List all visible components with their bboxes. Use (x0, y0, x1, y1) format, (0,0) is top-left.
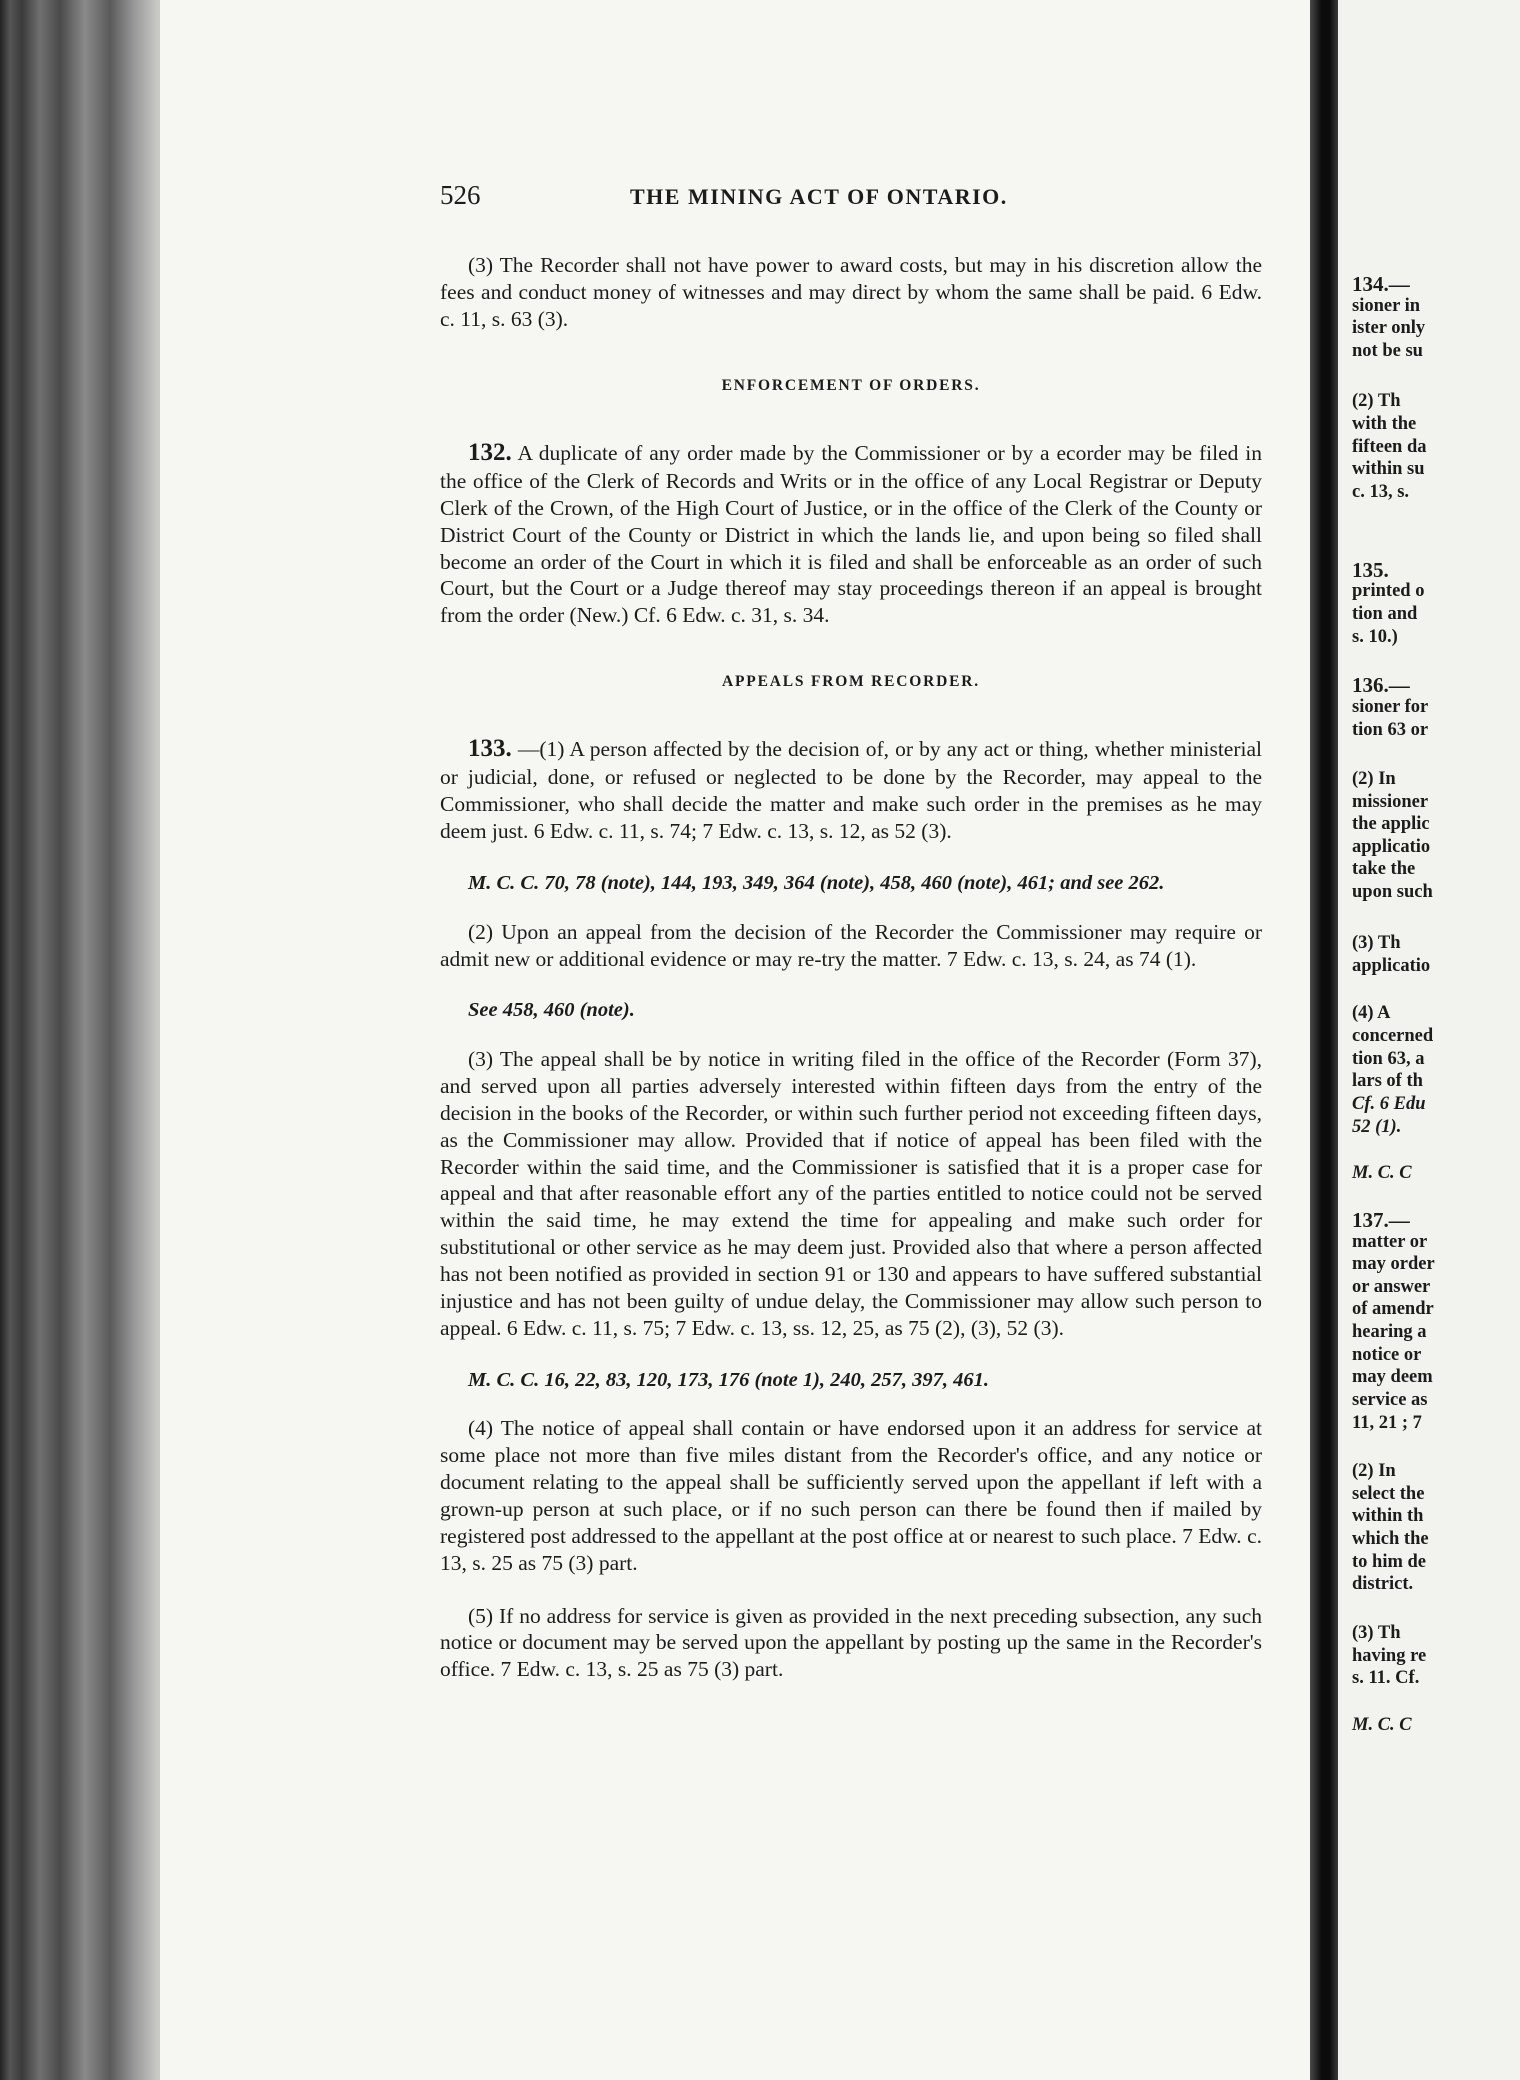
subsection-paragraph: (2) Upon an appeal from the decision of the Recorder the Commissioner may require or admit new or additional evidence or may re-try the matter. 7 Edw. c. 13, s. 24, as 74 (1). (440, 919, 1262, 971)
right-page-fragment: Cf. 6 Edu (1352, 1094, 1426, 1114)
right-page (1338, 0, 1520, 2080)
subsection-paragraph: (3) The Recorder shall not have power to award costs, but may in his discretion allow the fees and conduct money of witnesses and may direct by whom the same shall be paid. 6 Edw. c. 11, s. 63 (3). (440, 253, 1262, 331)
right-page-fragment: missioner (1352, 792, 1429, 812)
right-page-fragment: tion and (1352, 604, 1418, 624)
right-page-fragment: (3) Th (1352, 933, 1401, 953)
section-number: 132. (468, 438, 512, 466)
right-page-fragment: 134.— (1352, 272, 1410, 296)
right-page-fragment: sioner for (1352, 697, 1429, 717)
subsection-paragraph: (5) If no address for service is given as provided in the next preceding subsection, any such notice or document may be served upon the appellant by posting up the same in the Recorder's office. 7 Edw. c. 13, s. 25 as 75 (3) part. (440, 1603, 1262, 1682)
right-page-fragment: applicatio (1352, 956, 1431, 976)
right-page-fragment: 135. (1352, 558, 1389, 582)
right-page-fragment: 52 (1). (1352, 1117, 1402, 1137)
right-page-fragment: lars of th (1352, 1071, 1423, 1091)
subsection-paragraph: (3) The appeal shall be by notice in writing filed in the office of the Recorder (Form 37), and served upon all parties adversely interested within fifteen days from the entry of the decision in the books of the Recorder, or within such further period not exceeding fifteen days, as the Commissioner may allow. Provided that if notice of appeal has been filed with the Recorder within the said time, and the Commissioner is satisfied that it is a proper case for appeal and that after reasonable effort any of the parties entitled to notice could not be served within the said time, he may extend the time for appealing and make such order for substitutional or other service as he may deem just. Provided also that where a person affected has not been notified as provided in section 91 or 130 and appears to have suffered substantial injustice and has not been guilty of undue delay, the Commissioner may allow such person to appeal. 6 Edw. c. 11, s. 75; 7 Edw. c. 13, ss. 12, 25, as 75 (2), (3), 52 (3). (440, 1047, 1262, 1340)
right-page-fragment: (4) A (1352, 1003, 1391, 1023)
page-content (440, 180, 1262, 1709)
citation-line: M. C. C. 70, 78 (note), 144, 193, 349, 364 (note), 458, 460 (note), 461; and see 262. (468, 872, 1165, 894)
right-page-fragment: applicatio (1352, 837, 1431, 857)
citation-line: M. C. C. 16, 22, 83, 120, 173, 176 (note 1), 240, 257, 397, 461. (468, 1368, 990, 1391)
right-page-fragment: tion 63 or (1352, 720, 1429, 740)
right-page-fragment: district. (1352, 1574, 1414, 1594)
right-page-fragment: upon such (1352, 882, 1433, 902)
right-page-fragment: or answer (1352, 1277, 1431, 1297)
section-text: —(1) A person affected by the decision of, or by any act or thing, whether ministerial or judicial, done, or refused or neglected to be done by the Recorder, may appeal to the Commissioner, who shall decide the matter and make such order in the premises as he may deem just. 6 Edw. c. 11, s. 74; 7 Edw. c. 13, s. 12, as 52 (3). (440, 737, 1262, 844)
right-page-fragment: concerned (1352, 1026, 1434, 1046)
right-page-fragment: take the (1352, 859, 1416, 879)
section-heading: ENFORCEMENT OF ORDERS. (721, 376, 981, 394)
right-page-fragment: having re (1352, 1646, 1427, 1666)
section-paragraph (440, 733, 1262, 845)
right-page-fragment: fifteen da (1352, 437, 1427, 457)
right-page-fragment: hearing a (1352, 1322, 1427, 1342)
right-page-fragment: select the (1352, 1484, 1425, 1504)
right-page-fragment: of amendr (1352, 1299, 1434, 1319)
right-page-fragment: (3) Th (1352, 1623, 1401, 1643)
right-page-fragment: sioner in (1352, 296, 1421, 316)
right-page-fragment: M. C. C (1352, 1163, 1412, 1183)
right-page-fragment: s. 11. Cf. (1352, 1668, 1420, 1688)
section-number: 133. (468, 735, 512, 763)
section-heading: APPEALS FROM RECORDER. (722, 673, 980, 691)
right-page-fragment: may order (1352, 1254, 1435, 1274)
subsection-paragraph: (4) The notice of appeal shall contain or have endorsed upon it an address for service at some place not more than five miles distant from the Recorder's office, and any notice or document relating to the appeal shall be sufficiently served upon the appellant if left with a grown-up person at such place, or if no such person can there be found then if mailed by registered post addressed to the appellant at the post office at or nearest to such place. 7 Edw. c. 13, s. 25 as 75 (3) part. (440, 1416, 1262, 1575)
right-page-fragment: 11, 21 ; 7 (1352, 1413, 1422, 1433)
section-text: A duplicate of any order made by the Commissioner or by a ecorder may be filed in the office of the Clerk of Records and Writs or in the office of any Local Registrar or Deputy Clerk of the Crown, of the High Court of Justice, or in the office of the Clerk of the County or District Court of the County or District in which the lands lie, and upon being so filed shall become an order of the Court in which it is filed and shall be enforceable as an order of such Court, but the Court or a Judge thereof may stay proceedings thereon if an appeal is brought from the order (New.) Cf. 6 Edw. c. 31, s. 34. (440, 440, 1262, 628)
text-body (440, 252, 1262, 1683)
right-page-fragment: within th (1352, 1506, 1424, 1526)
book-gutter (1310, 0, 1338, 2080)
right-page-fragment: printed o (1352, 581, 1425, 601)
page-number: 526 (440, 180, 481, 210)
citation-line: See 458, 460 (note). (468, 999, 635, 1022)
right-page-fragment: c. 13, s. (1352, 482, 1410, 502)
right-page-fragment: within su (1352, 459, 1425, 479)
right-page-fragment: to him de (1352, 1552, 1426, 1572)
right-page-fragment: 136.— (1352, 673, 1410, 697)
right-page-fragment: matter or (1352, 1232, 1428, 1252)
right-page-fragment: s. 10.) (1352, 627, 1398, 647)
right-page-fragment: 137.— (1352, 1208, 1410, 1232)
right-page-fragment: (2) In (1352, 1461, 1396, 1481)
right-page-fragment: service as (1352, 1390, 1428, 1410)
right-page-fragment: may deem (1352, 1367, 1433, 1387)
right-page-fragment: tion 63, a (1352, 1049, 1425, 1069)
right-page-fragment: not be su (1352, 341, 1423, 361)
right-page-fragment: with the (1352, 414, 1417, 434)
right-page-fragment: notice or (1352, 1345, 1422, 1365)
page-header (440, 180, 1262, 230)
book-edge (0, 0, 160, 2080)
right-page-fragment: ister only (1352, 318, 1426, 338)
right-page-fragment: (2) Th (1352, 391, 1401, 411)
right-page-fragment: M. C. C (1352, 1715, 1412, 1735)
right-page-fragment: the applic (1352, 814, 1430, 834)
right-page-fragment: (2) In (1352, 769, 1396, 789)
section-paragraph (440, 437, 1262, 630)
running-title: THE MINING ACT OF ONTARIO. (630, 184, 1008, 209)
right-page-fragment: which the (1352, 1529, 1429, 1549)
